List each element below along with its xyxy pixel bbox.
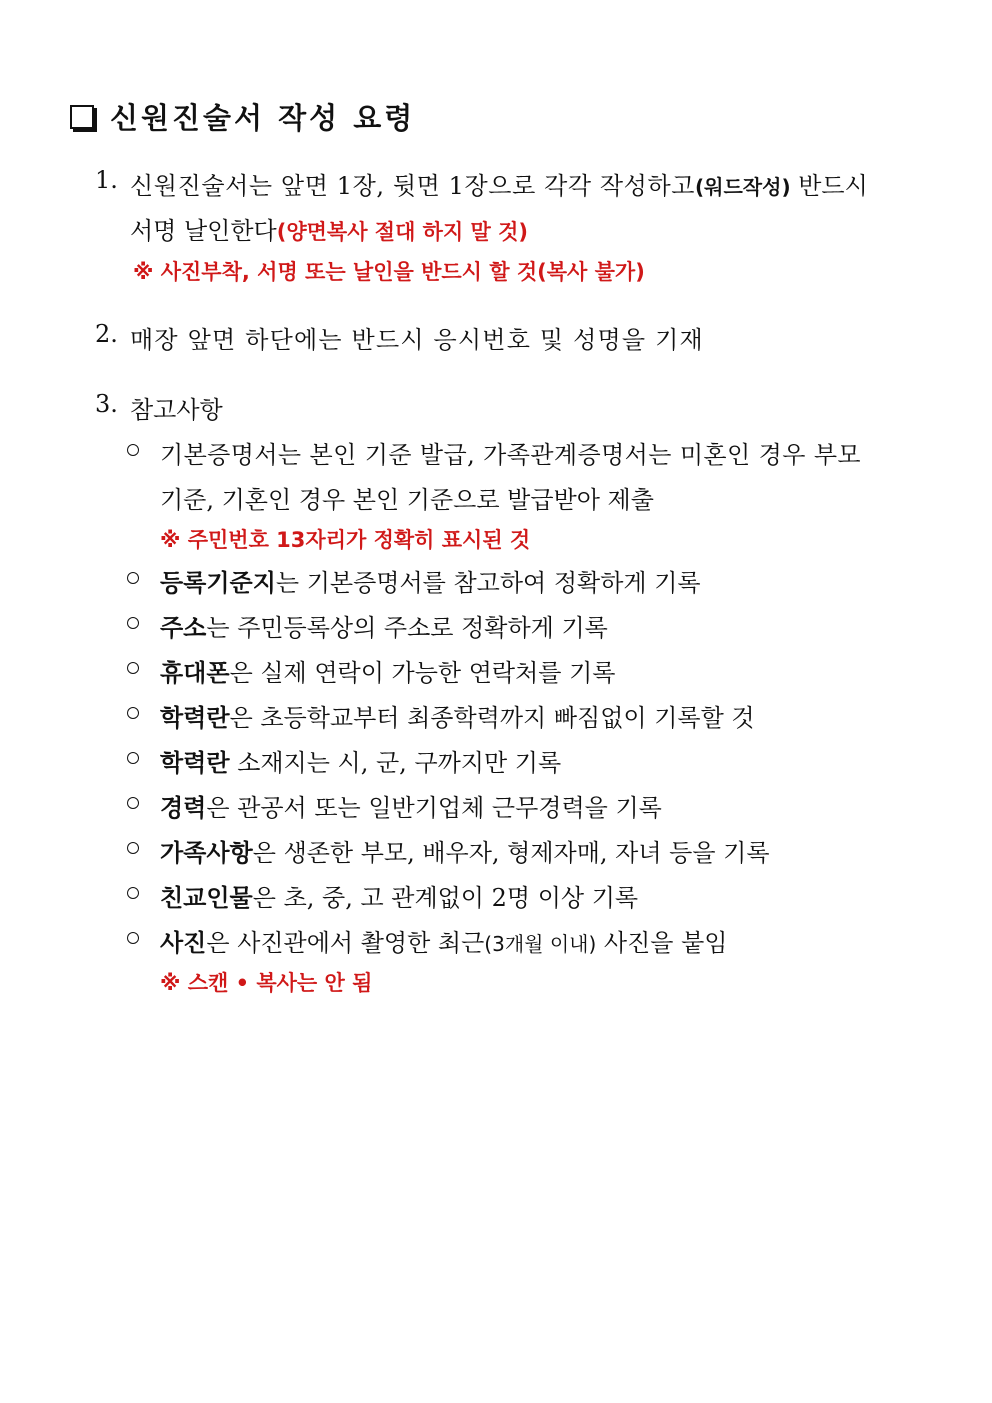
bullet-bold: 학력란 xyxy=(160,703,230,732)
bullet-rest: 은 생존한 부모, 배우자, 형제자매, 자녀 등을 기록 xyxy=(252,839,770,867)
circle-bullet-icon xyxy=(127,887,139,899)
item1-bold-note: (워드작성) xyxy=(695,175,791,199)
bullet-line: 기본증명서는 본인 기준 발급, 가족관계증명서는 미혼인 경우 부모 xyxy=(160,441,861,469)
bullet-bold: 등록기준지 xyxy=(160,568,276,597)
circle-bullet-icon xyxy=(127,797,139,809)
bullet-bold: 사진 xyxy=(160,928,207,957)
section-title xyxy=(70,96,415,137)
item-number: 2. xyxy=(95,320,118,348)
item1-red-note: (양면복사 절대 하지 말 것) xyxy=(276,220,529,244)
bullet-rest: 은 실제 연락이 가능한 연락처를 기록 xyxy=(229,659,616,687)
item-number: 3. xyxy=(95,390,118,418)
bullet-line xyxy=(160,923,727,958)
bullet-line xyxy=(160,878,638,913)
bullet-rest: 은 초, 중, 고 관계없이 2명 이상 기록 xyxy=(252,884,639,912)
circle-bullet-icon xyxy=(127,752,139,764)
item3-text: 참고사항 xyxy=(130,396,223,424)
item1-text: 신원진술서는 앞면 1장, 뒷면 1장으로 각각 작성하고 xyxy=(130,172,696,200)
bullet-bold: 친교인물 xyxy=(160,883,253,912)
bullet-rest: 는 주민등록상의 주소로 정확하게 기록 xyxy=(206,614,608,642)
item2-text: 매장 앞면 하단에는 반드시 응시번호 및 성명을 기재 xyxy=(130,326,704,354)
bullet-bold: 가족사항 xyxy=(160,838,253,867)
item1-text: 서명 날인한다 xyxy=(130,217,277,245)
circle-bullet-icon xyxy=(127,572,139,584)
bullet-note: ※ 스캔 • 복사는 안 됨 xyxy=(160,971,373,995)
bullet-bold: 휴대폰 xyxy=(160,658,230,687)
bullet-bold: 학력란 xyxy=(160,748,230,777)
item-number: 1. xyxy=(95,166,118,194)
bullet-note: ※ 주민번호 13자리가 정확히 표시된 것 xyxy=(160,528,531,552)
checkbox-icon xyxy=(70,105,94,129)
bullet-bold: 경력 xyxy=(160,793,207,822)
circle-bullet-icon xyxy=(127,617,139,629)
circle-bullet-icon xyxy=(127,707,139,719)
circle-bullet-icon xyxy=(127,444,139,456)
bullet-line: 기준, 기혼인 경우 본인 기준으로 발급받아 제출 xyxy=(160,486,654,514)
page-title: 신원진술서 작성 요령 xyxy=(110,101,416,135)
bullet-bold: 주소 xyxy=(160,613,207,642)
circle-bullet-icon xyxy=(127,932,139,944)
circle-bullet-icon xyxy=(127,662,139,674)
bullet-rest: 소재지는 시, 군, 구까지만 기록 xyxy=(229,749,562,777)
bullet-line xyxy=(160,788,662,823)
item1-warning: ※ 사진부착, 서명 또는 날인을 반드시 할 것(복사 불가) xyxy=(133,260,645,284)
bullet-rest-small: (3개월 이내) xyxy=(484,932,597,956)
bullet-rest: 는 기본증명서를 참고하여 정확하게 기록 xyxy=(275,569,701,597)
bullet-line xyxy=(160,743,561,778)
bullet-line xyxy=(160,698,755,733)
bullet-line xyxy=(160,833,770,868)
bullet-rest: 은 초등학교부터 최종학력까지 빠짐없이 기록할 것 xyxy=(229,704,755,732)
bullet-line xyxy=(160,608,608,643)
bullet-rest: 은 관공서 또는 일반기업체 근무경력을 기록 xyxy=(206,794,662,822)
bullet-line xyxy=(160,653,615,688)
circle-bullet-icon xyxy=(127,842,139,854)
item1-line1 xyxy=(130,166,920,201)
bullet-rest-end: 사진을 붙임 xyxy=(596,929,728,957)
item1-line2 xyxy=(130,211,528,246)
item1-text-end: 반드시 xyxy=(790,172,868,200)
bullet-rest: 은 사진관에서 촬영한 최근 xyxy=(206,929,485,957)
bullet-line xyxy=(160,563,701,598)
